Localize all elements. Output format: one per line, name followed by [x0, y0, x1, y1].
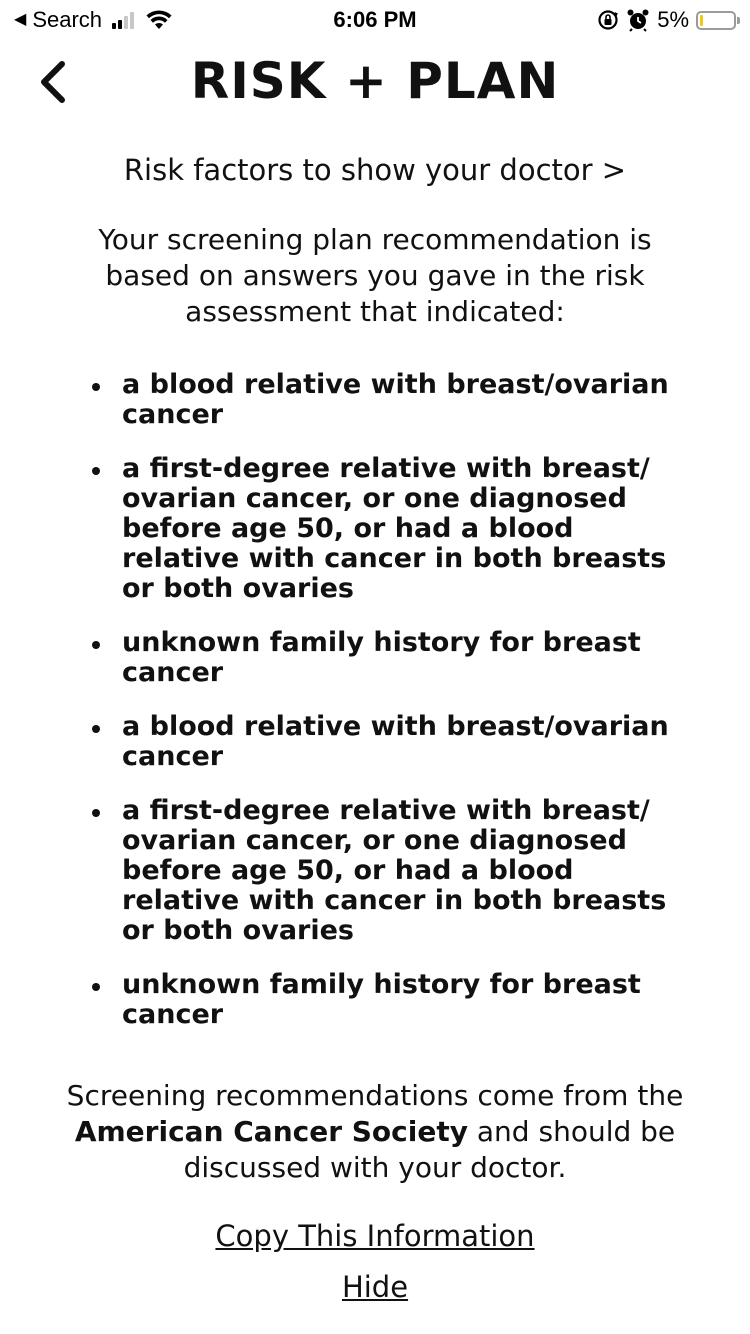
- risk-factor-text: a blood relative with breast/ovarian cancer: [122, 369, 669, 430]
- status-bar-right: [597, 7, 736, 33]
- battery-fill: [700, 15, 703, 26]
- source-note-after: and should be discussed with your doctor.: [183, 1115, 676, 1184]
- alarm-icon: [626, 8, 650, 32]
- orientation-lock-icon: [597, 9, 619, 31]
- hide-link[interactable]: Hide: [341, 1270, 409, 1304]
- source-note: [50, 1078, 700, 1186]
- risk-factor-text: unknown family history for breast cancer: [122, 627, 641, 688]
- list-item: [92, 712, 692, 772]
- copy-information-link[interactable]: Copy This Information: [215, 1219, 535, 1253]
- list-item: [92, 454, 692, 604]
- bullet-icon: [92, 725, 100, 733]
- risk-factor-text: unknown family history for breast cancer: [122, 969, 641, 1030]
- source-note-before: Screening recommendations come from the: [66, 1079, 684, 1112]
- back-triangle-icon: ◀: [14, 11, 27, 28]
- risk-factor-text: a first-degree relative with breast/ ovarian cancer, or one diagnosed before age 50, or had a blood relative with cancer in both breasts or both ovaries: [122, 453, 667, 604]
- bullet-icon: [92, 809, 100, 817]
- source-organization: American Cancer Society: [74, 1115, 468, 1148]
- risk-factor-text: a blood relative with breast/ovarian cancer: [122, 711, 669, 772]
- battery-nub: [737, 17, 740, 24]
- list-item: [92, 796, 692, 946]
- bullet-icon: [92, 641, 100, 649]
- bullet-icon: [92, 467, 100, 475]
- list-item: [92, 370, 692, 430]
- risk-factor-list: [92, 370, 692, 1054]
- risk-factors-link[interactable]: Risk factors to show your doctor >: [123, 153, 627, 187]
- battery-percent: 5%: [657, 7, 689, 32]
- status-bar: [0, 0, 750, 40]
- risk-factor-text: a first-degree relative with breast/ ovarian cancer, or one diagnosed before age 50, or had a blood relative with cancer in both breasts or both ovaries: [122, 795, 667, 946]
- intro-text: Your screening plan recommendation is based on answers you gave in the risk assessment that indicated:: [98, 223, 652, 328]
- bullet-icon: [92, 383, 100, 391]
- status-time: 6:06 PM: [333, 7, 417, 32]
- page-title: RISK + PLAN: [190, 52, 560, 110]
- battery-icon: [696, 11, 736, 30]
- list-item: [92, 628, 692, 688]
- bullet-icon: [92, 983, 100, 991]
- back-app-label: Search: [32, 7, 103, 32]
- list-item: [92, 970, 692, 1030]
